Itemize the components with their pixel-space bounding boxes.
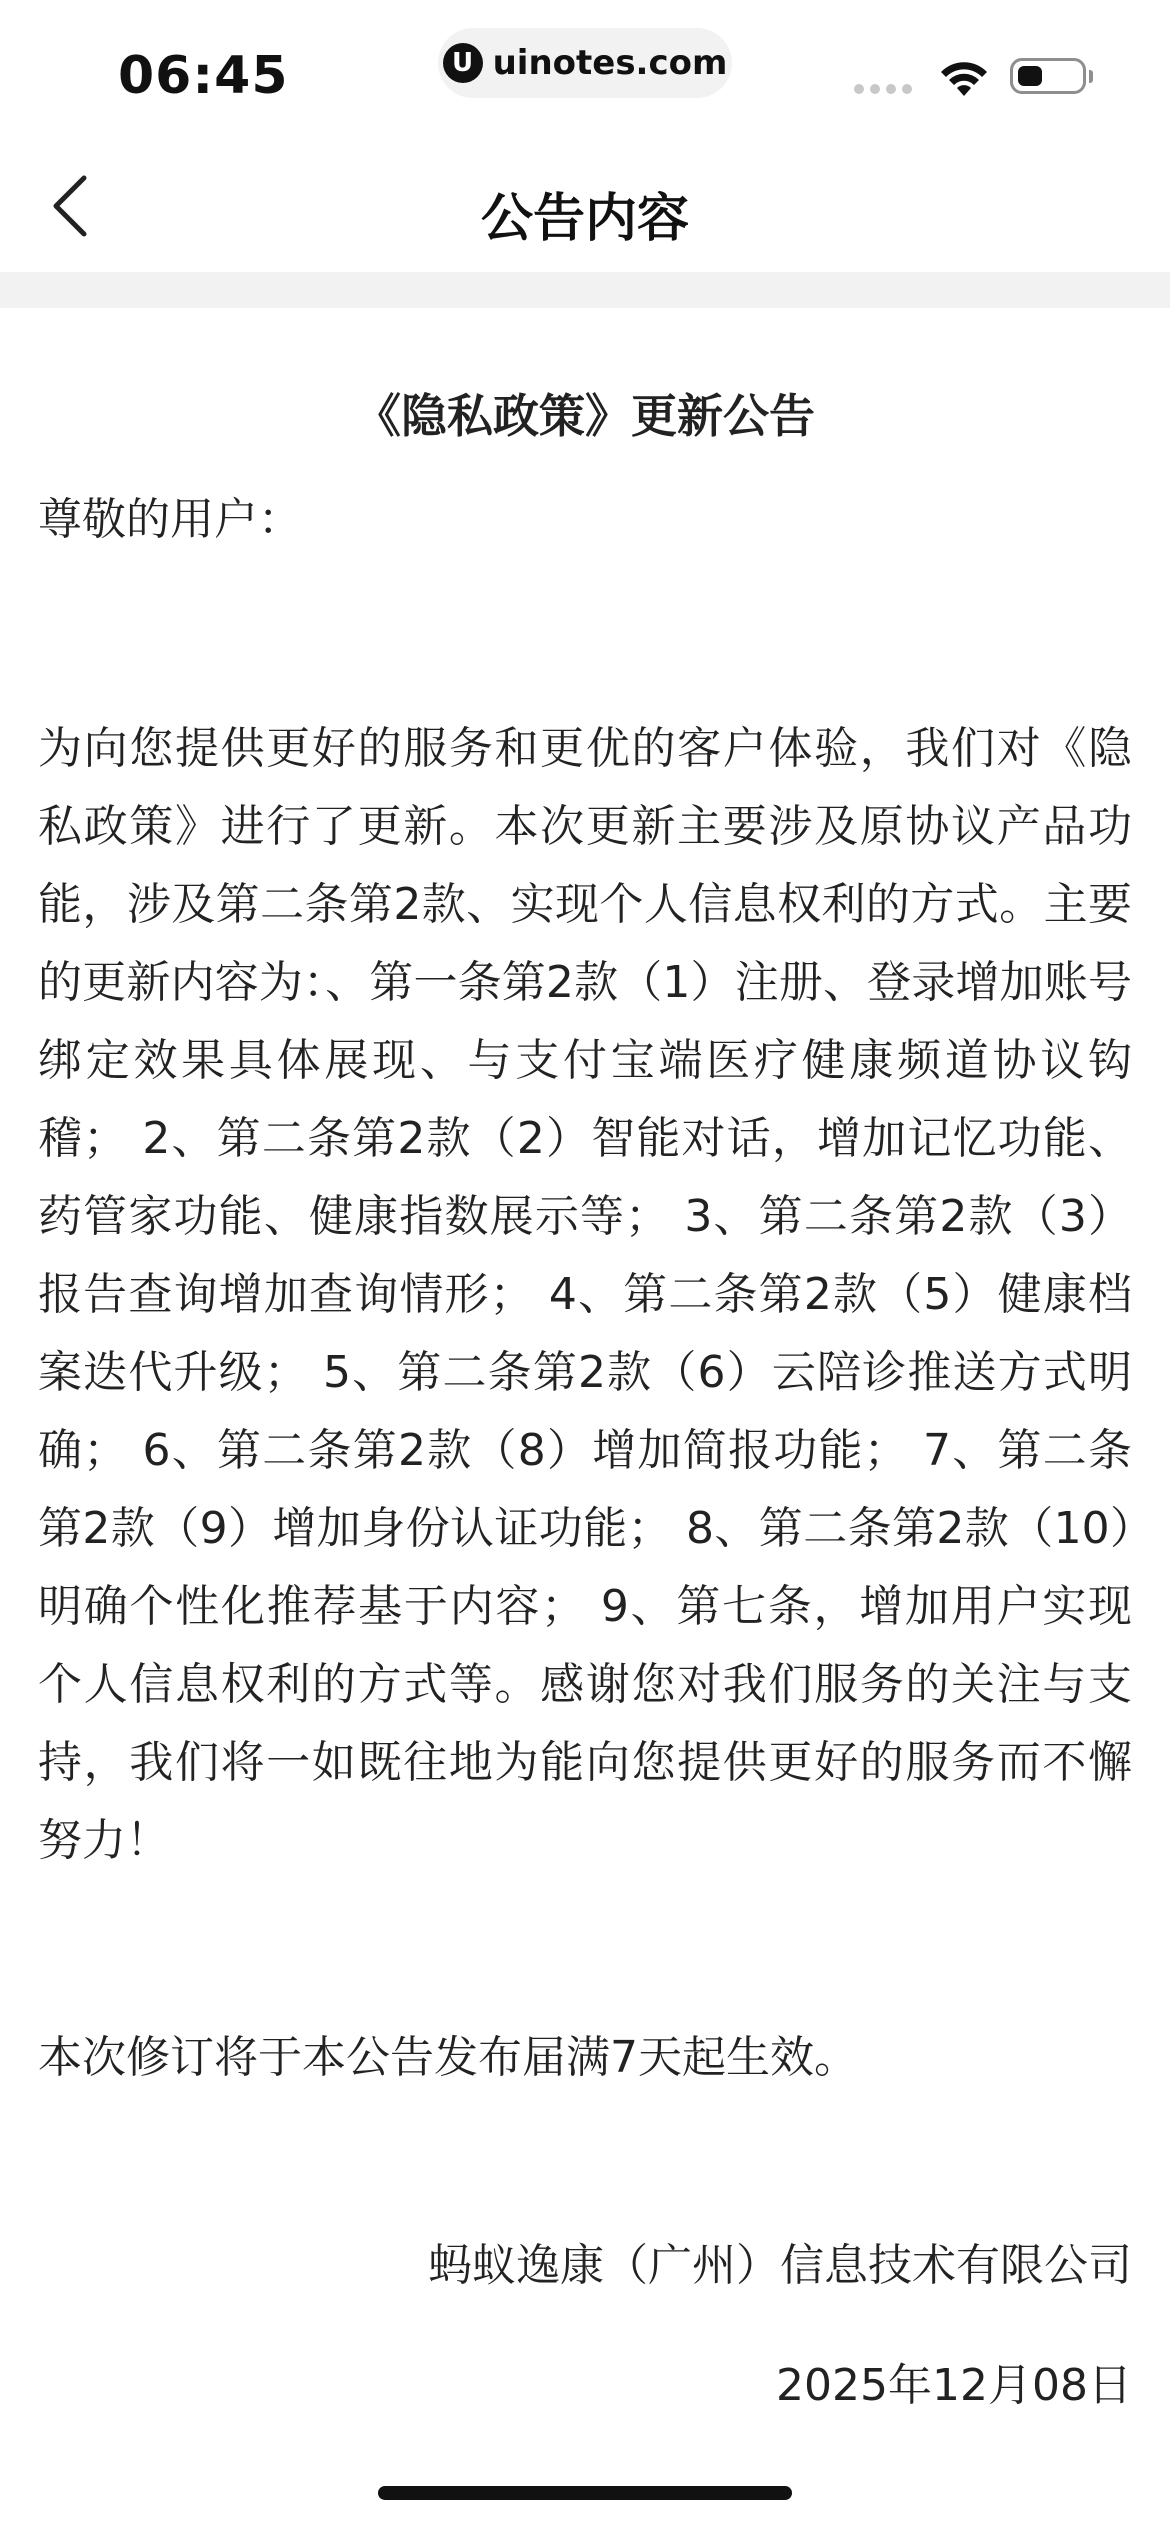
wifi-icon	[938, 58, 990, 98]
url-text: uinotes.com	[492, 43, 728, 83]
status-time: 06:45	[118, 46, 289, 106]
page-title: 公告内容	[480, 189, 689, 249]
divider-band	[0, 272, 1170, 308]
url-pill[interactable]	[438, 28, 732, 98]
notice-company: 蚂蚁逸康（广州）信息技术有限公司	[428, 2240, 1132, 2291]
notice-effective: 本次修订将于本公告发布届满7天起生效。	[38, 2032, 858, 2083]
notice-greeting: 尊敬的用户：	[38, 494, 302, 545]
battery-level	[1018, 66, 1042, 86]
cellular-signal-icon	[854, 84, 912, 94]
notice-body: 为向您提供更好的服务和更优的客户体验，我们对《隐私政策》进行了更新。本次更新主要涉及原协议产品功能，涉及第二条第2款、实现个人信息权利的方式。主要的更新内容为：、第一条第2款（1）注册、登录增加账号绑定效果具体展现、与支付宝端医疗健康频道协议钩稽； 2、第二条第2款（2）智能对话，增加记忆功能、药管家功能、健康指数展示等； 3、第二条第2款（3）报告查询增加查询情形； 4、第二条第2款（5）健康档案迭代升级； 5、第二条第2款（6）云陪诊推送方式明确； 6、第二条第2款（8）增加简报功能； 7、第二条第2款（9）增加身份认证功能； 8、第二条第2款（10）明确个性化推荐基于内容； 9、第七条，增加用户实现个人信息权利的方式等。感谢您对我们服务的关注与支持，我们将一如既往地为能向您提供更好的服务而不懈努力！	[38, 723, 1132, 1866]
battery-icon	[1010, 58, 1086, 94]
nav-bar	[0, 140, 1170, 272]
site-logo-icon: U	[443, 43, 483, 83]
notice-title: 《隐私政策》更新公告	[355, 389, 815, 443]
notice-date: 2025年12月08日	[776, 2360, 1132, 2411]
battery-tip	[1089, 70, 1093, 83]
home-indicator[interactable]	[378, 2486, 792, 2500]
notice-content	[38, 308, 1132, 2416]
status-bar	[0, 0, 1170, 140]
